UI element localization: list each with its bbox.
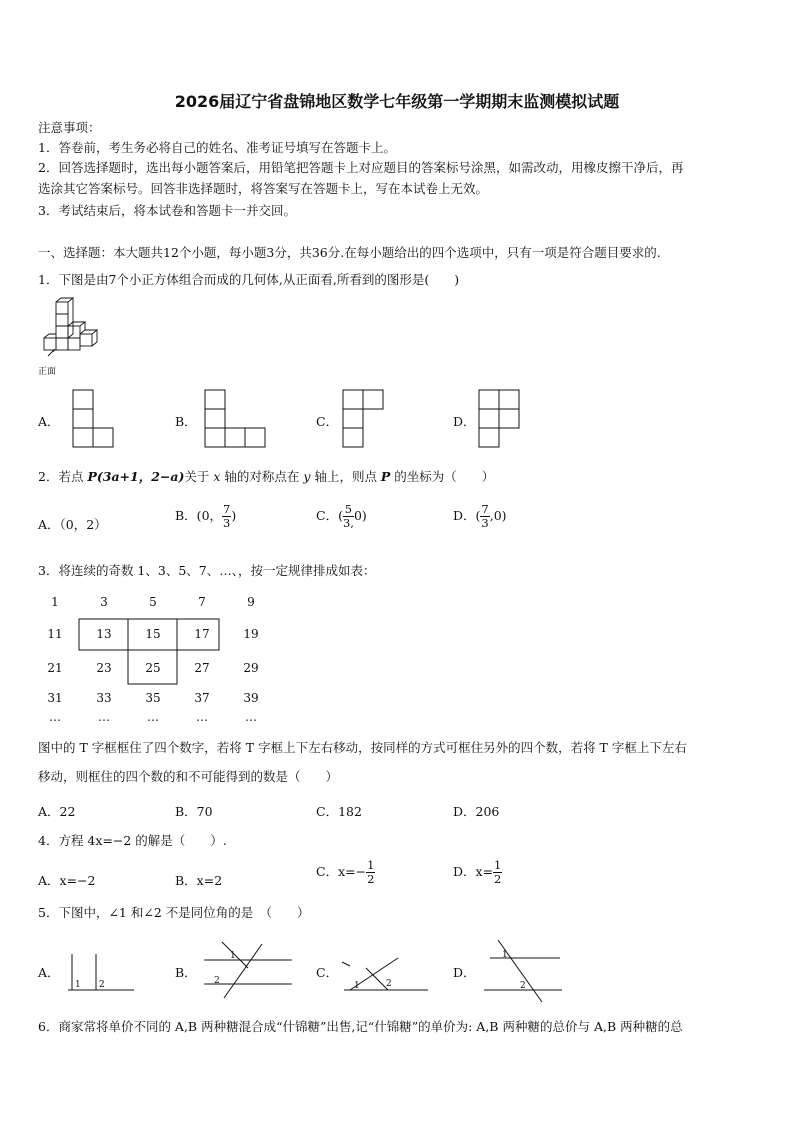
- q4-option-a: A．x=−2: [38, 873, 96, 888]
- denominator: 2: [367, 872, 375, 886]
- table-cell: 5: [149, 595, 157, 609]
- table-cell: 29: [243, 661, 259, 675]
- table-cell: 9: [247, 595, 255, 609]
- table-cell: 15: [145, 627, 161, 641]
- q2-b-fraction: [222, 503, 231, 530]
- notice-heading: 注意事项：: [38, 120, 101, 135]
- angle-2-label: 2: [520, 981, 526, 991]
- angle-1-label: 1: [354, 981, 360, 991]
- q2-d-fraction: [480, 503, 489, 530]
- q2-var-p: P: [380, 469, 391, 484]
- cube-figure: [36, 298, 106, 370]
- q5-option-a-label: A．: [38, 965, 60, 980]
- q5-option-c-label: C．: [316, 965, 339, 980]
- q2-stem-text: 轴的对称点在: [220, 469, 304, 484]
- q1-option-d-figure: [478, 389, 522, 449]
- q5-option-d-label: D．: [453, 965, 476, 980]
- table-cell: …: [98, 710, 110, 724]
- front-label: 正面: [38, 367, 57, 377]
- table-cell: 11: [47, 627, 63, 641]
- table-cell: 27: [194, 661, 210, 675]
- q5-option-c-figure: [340, 948, 432, 994]
- q3-option-b: B．70: [175, 804, 213, 819]
- table-cell: 1: [51, 595, 59, 609]
- q2-c-post: 0): [353, 508, 367, 523]
- q3-option-a: A．22: [38, 804, 76, 819]
- question-3-stem: 3．将连续的奇数 1、3、5、7、…、，按一定规律排成如表：: [38, 563, 376, 578]
- table-cell: 7: [198, 595, 206, 609]
- q3-option-d: D．206: [453, 804, 500, 819]
- q2-var-y: y: [303, 469, 311, 484]
- q1-option-a-label: A．: [38, 414, 60, 429]
- question-5-stem: 5．下图中，∠1 和∠2 不是同位角的是 （ ）: [38, 905, 310, 920]
- table-cell: 31: [47, 691, 63, 705]
- table-cell: 17: [194, 627, 210, 641]
- q1-option-d-label: D．: [453, 414, 476, 429]
- question-4-stem: 4．方程 4x=−2 的解是（ ）.: [38, 833, 227, 848]
- q2-option-c: [316, 503, 367, 530]
- q5-option-a-figure: [66, 950, 138, 994]
- q2-var-x: x: [213, 469, 221, 484]
- question-6-stem: 6．商家常将单价不同的 A,B 两种糖混合成“什锦糖”出售,记“什锦糖”的单价为: A,B 两种糖的总价与 A,B 两种糖的总: [38, 1019, 683, 1034]
- table-cell: 35: [145, 691, 161, 705]
- q4-option-d: [453, 859, 502, 886]
- table-cell: …: [147, 710, 159, 724]
- angle-2-label: 2: [386, 979, 392, 989]
- numerator: 7: [481, 502, 489, 516]
- q2-option-a: A．（0，2）: [38, 517, 107, 532]
- q4-d-fraction: [493, 859, 502, 886]
- angle-1-label: 1: [75, 980, 81, 990]
- table-cell: 33: [96, 691, 112, 705]
- table-cell: 19: [243, 627, 259, 641]
- notice-item: 3．考试结束后，将本试卷和答题卡一并交回。: [38, 203, 296, 218]
- table-cell: 37: [194, 691, 210, 705]
- denominator: 3: [223, 516, 231, 530]
- angle-1-label: 1: [502, 950, 508, 960]
- angle-2-label: 2: [214, 976, 220, 986]
- q2-option-d: [453, 503, 507, 530]
- q2-d-pre: D．(: [453, 508, 481, 523]
- table-cell: …: [245, 710, 257, 724]
- q2-stem-text: 关于: [184, 469, 214, 484]
- q4-option-b: B．x=2: [175, 873, 223, 888]
- section-heading: 一、选择题：本大题共12个小题，每小题3分，共36分.在每小题给出的四个选项中，只有一项是符合题目要求的.: [38, 245, 661, 260]
- question-1-stem: 1．下图是由7个小正方体组合而成的几何体,从正面看,所看到的图形是( ): [38, 272, 460, 287]
- question-3-desc: 移动，则框住的四个数的和不可能得到的数是（ ）: [38, 769, 339, 784]
- notice-item: 2．回答选择题时，选出每小题答案后，用铅笔把答题卡上对应题目的答案标号涂黑，如需改动，用橡皮擦干净后，再: [38, 160, 684, 175]
- q2-stem-text: 2．若点: [38, 469, 88, 484]
- table-cell: 3: [100, 595, 108, 609]
- q2-stem-text: 轴上，则点: [310, 469, 381, 484]
- denominator: 3,: [342, 516, 354, 530]
- q5-option-b-label: B．: [175, 965, 197, 980]
- angle-1-label: 1: [230, 951, 236, 961]
- table-cell: …: [196, 710, 208, 724]
- q5-option-b-figure: [200, 940, 296, 1002]
- q2-c-pre: C．(: [316, 508, 343, 523]
- page-title: 2026届辽宁省盘锦地区数学七年级第一学期期末监测模拟试题: [174, 92, 620, 111]
- q1-option-b-figure: [204, 389, 266, 449]
- q4-option-c: [316, 859, 375, 886]
- q1-option-a-figure: [72, 389, 114, 449]
- q2-point: P(3a+1，2−a): [87, 469, 185, 484]
- table-cell: 39: [243, 691, 259, 705]
- notice-item: 1．答卷前，考生务必将自己的姓名、准考证号填写在答题卡上。: [38, 140, 396, 155]
- denominator: 2: [494, 872, 502, 886]
- q1-option-c-figure: [342, 389, 386, 449]
- t-frame: [78, 618, 220, 686]
- q3-option-c: C．182: [316, 804, 362, 819]
- table-cell: …: [49, 710, 61, 724]
- q5-option-d-figure: [480, 938, 566, 1006]
- table-cell: 23: [96, 661, 112, 675]
- numerator: 7: [223, 502, 231, 516]
- q2-d-post: ,0): [489, 508, 507, 523]
- q2-b-post: ): [231, 508, 237, 523]
- notice-item: 选涂其它答案标号。回答非选择题时，将答案写在答题卡上，写在本试卷上无效。: [38, 181, 489, 196]
- numerator: 1: [367, 858, 375, 872]
- q1-option-b-label: B．: [175, 414, 197, 429]
- q1-option-c-label: C．: [316, 414, 339, 429]
- q2-c-fraction: [343, 503, 354, 530]
- q2-stem-text: 的坐标为（ ）: [390, 469, 495, 484]
- table-cell: 21: [47, 661, 63, 675]
- question-2-stem: [38, 469, 494, 485]
- denominator: 3: [481, 516, 489, 530]
- numerator: 1: [494, 858, 502, 872]
- q4-c-pre: C．x=−: [316, 864, 367, 879]
- q4-d-pre: D．x=: [453, 864, 494, 879]
- q2-option-b: [175, 503, 236, 530]
- question-3-desc: 图中的 T 字框框住了四个数字，若将 T 字框上下左右移动，按同样的方式可框住另外的四个数，若将 T 字框上下左右: [38, 740, 687, 755]
- q2-b-pre: B．(0，: [175, 508, 223, 523]
- numerator: 5: [344, 502, 353, 516]
- table-cell: 25: [145, 661, 161, 675]
- q4-c-fraction: [366, 859, 375, 886]
- table-cell: 13: [96, 627, 112, 641]
- angle-2-label: 2: [99, 980, 105, 990]
